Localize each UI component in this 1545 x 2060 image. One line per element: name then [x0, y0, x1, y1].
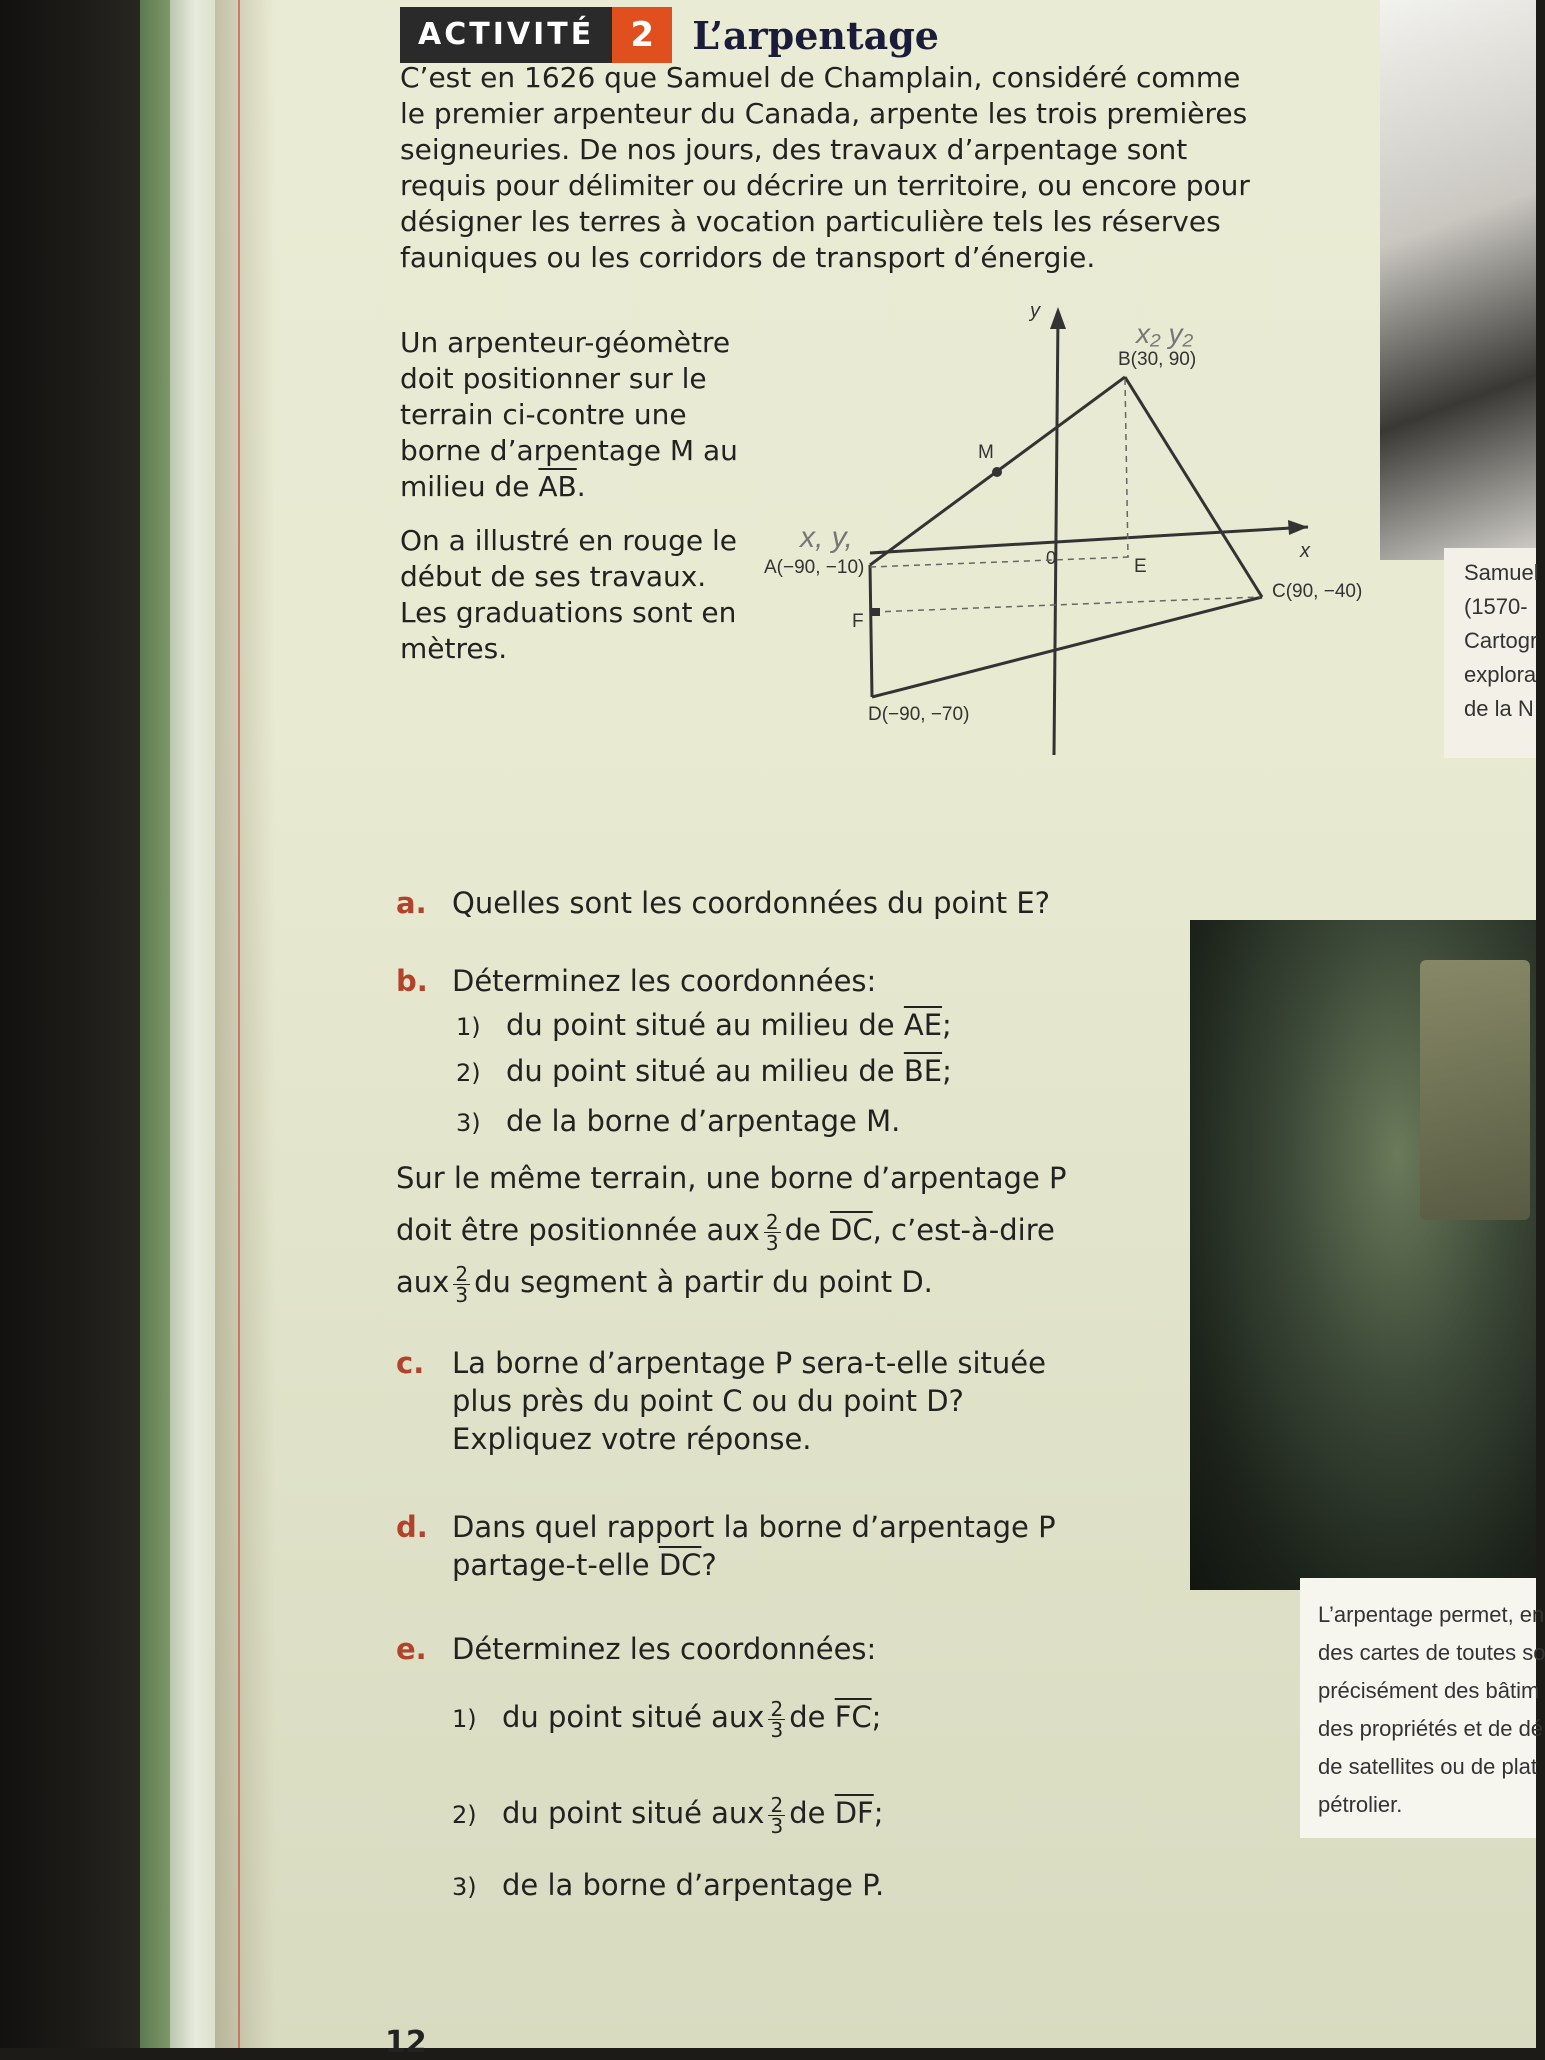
- fraction-two-thirds: $\frac{2}{3}$: [770, 1696, 784, 1742]
- label-c: C(90, −40): [1272, 581, 1363, 602]
- point-m-marker: [992, 467, 1002, 477]
- label-b: B(30, 90): [1118, 349, 1197, 370]
- photo-caption: L’arpentage permet, en des cartes de toutes so précisément des bâtim des propriétés et de dé de satellites ou de plat pétrolier.: [1300, 1578, 1536, 1838]
- handwriting-x1-y1: x, y,: [800, 521, 853, 554]
- intro-paragraph: C’est en 1626 que Samuel de Champlain, considéré comme le premier arpenteur du Canada, arpente les trois premières seigneuries. De nos jours, des travaux d’arpentage sont requis pour délimiter ou décrire un territoire, ou encore pour désigner les terres à vocation particulière tels les réserves fauniques ou les corridors de transport d’énergie.: [400, 61, 1250, 274]
- activity-title: L’arpentage: [692, 12, 939, 58]
- question-b-item-1: 1) du point situé au milieu de $\overline{AE}$;: [456, 1008, 952, 1042]
- coordinate-diagram: [760, 295, 1363, 765]
- question-e-item-2: 2) du point situé aux $\frac{2}{3}$ de $\overline{DF}$;: [452, 1792, 884, 1838]
- margin-rule: [238, 0, 240, 2048]
- side-da: [870, 565, 872, 697]
- segment-ab: $\overline{AB}$: [538, 470, 577, 503]
- activity-label: ACTIVITÉ: [400, 7, 612, 63]
- x-axis-label: x: [1300, 540, 1310, 562]
- label-d: D(−90, −70): [868, 704, 970, 725]
- question-d: d. Dans quel rapport la borne d’arpentage P partage-t-elle $\overline{DC}$?: [396, 1510, 1056, 1582]
- fraction-two-thirds: $\frac{2}{3}$: [765, 1209, 779, 1255]
- x-axis-arrow: [1288, 520, 1308, 535]
- question-d-letter: d.: [396, 1510, 428, 1544]
- question-c-letter: c.: [396, 1346, 425, 1380]
- point-p-paragraph: Sur le même terrain, une borne d’arpentage P doit être positionnée aux $\frac{2}{3}$ de $\overline{DC}$, c’est-à-dire aux $\frac{2}{3}$ du segment à partir du point D.: [396, 1161, 1067, 1307]
- y-axis-label: y: [1030, 300, 1040, 322]
- dashed-a-to-e: [870, 557, 1130, 567]
- origin-label: 0: [1046, 548, 1057, 568]
- y-axis: [1054, 315, 1058, 755]
- question-e-item-1: 1) du point situé aux $\frac{2}{3}$ de $\overline{FC}$;: [452, 1696, 882, 1742]
- label-a: A(−90, −10): [764, 557, 865, 578]
- champlain-portrait: [1380, 0, 1536, 560]
- page-gutter-shadow: [215, 0, 275, 2048]
- problem-statement: [400, 325, 760, 685]
- handwriting-x2-y2: x₂ y₂: [1136, 318, 1194, 349]
- question-e-item-3: 3) de la borne d’arpentage P.: [452, 1868, 885, 1902]
- dashed-b-to-e: [1125, 379, 1128, 557]
- point-f-marker: [872, 608, 880, 616]
- page-stack-edge: [170, 0, 220, 2048]
- y-axis-arrow: [1050, 307, 1066, 329]
- question-e: e. Déterminez les coordonnées:: [396, 1632, 877, 1666]
- question-e-letter: e.: [396, 1632, 427, 1666]
- book-binding: [0, 0, 150, 2048]
- surveyor-photo: [1190, 920, 1536, 1590]
- question-a: a. Quelles sont les coordonnées du point E?: [396, 886, 1051, 920]
- question-b-item-3: 3) de la borne d’arpentage M.: [456, 1104, 901, 1138]
- question-b: b. Déterminez les coordonnées:: [396, 964, 877, 998]
- x-axis: [870, 527, 1308, 553]
- statement-paragraph-1: Un arpenteur-géomètre doit positionner sur le terrain ci-contre une borne d’arpentage M au milieu de $\overline{AB}$.: [400, 326, 738, 503]
- portrait-caption: Samuel (1570- Cartogr explora de la N: [1444, 548, 1536, 758]
- activity-header: [400, 10, 939, 60]
- theodolite-image: [1420, 960, 1530, 1220]
- question-a-letter: a.: [396, 886, 427, 920]
- dashed-f-to-c: [874, 597, 1260, 612]
- activity-number: 2: [612, 7, 672, 63]
- question-b-letter: b.: [396, 964, 428, 998]
- question-b-item-2: 2) du point situé au milieu de $\overline{BE}$;: [456, 1054, 952, 1088]
- fraction-two-thirds: $\frac{2}{3}$: [455, 1261, 469, 1307]
- page-number: 12: [385, 2025, 427, 2060]
- label-m: M: [978, 442, 994, 463]
- side-cd: [872, 597, 1262, 697]
- question-c: c. La borne d’arpentage P sera-t-elle située plus près du point C ou du point D? Expliquez votre réponse.: [396, 1346, 1046, 1456]
- label-f: F: [852, 611, 864, 632]
- label-e: E: [1134, 556, 1147, 577]
- fraction-two-thirds: $\frac{2}{3}$: [770, 1792, 784, 1838]
- statement-paragraph-2: On a illustré en rouge le début de ses travaux. Les graduations sont en mètres.: [400, 524, 737, 665]
